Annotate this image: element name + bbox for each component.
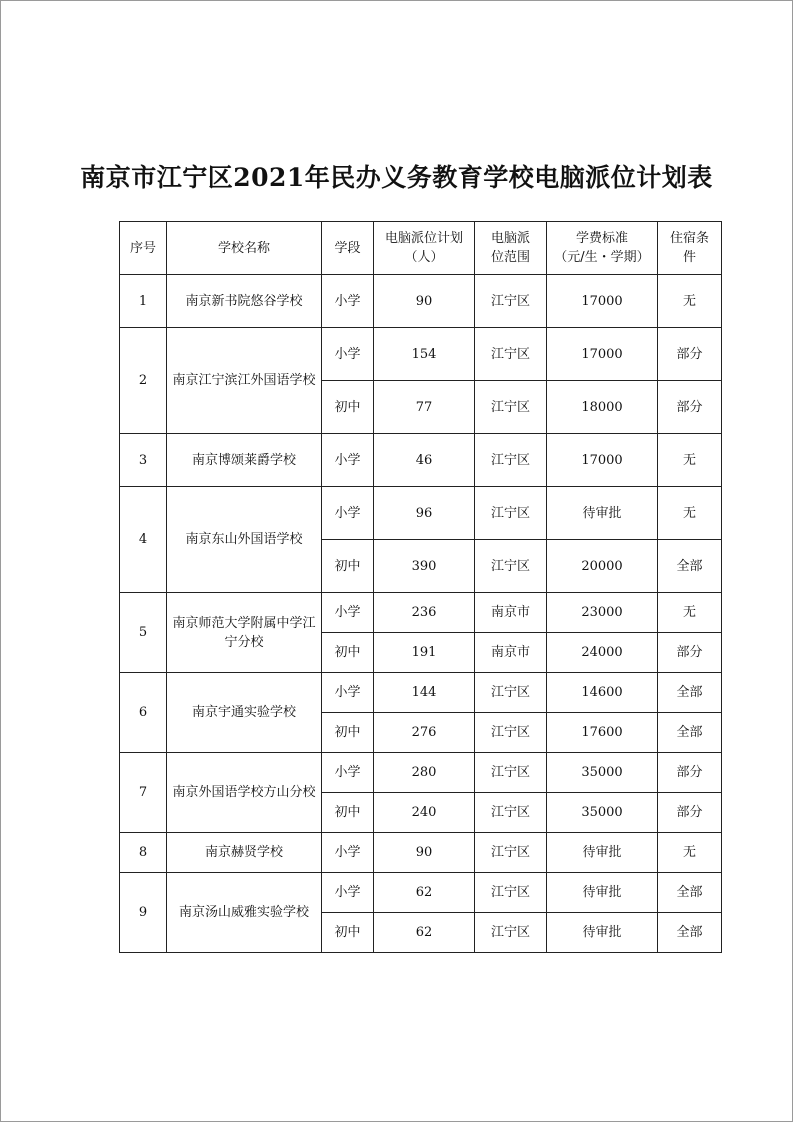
cell-no: 5 [120, 593, 167, 673]
cell-dorm: 无 [658, 275, 722, 328]
cell-plan: 90 [374, 275, 475, 328]
cell-stage: 小学 [322, 487, 374, 540]
cell-no: 4 [120, 487, 167, 593]
cell-plan: 191 [374, 633, 475, 673]
cell-dorm: 无 [658, 434, 722, 487]
cell-range: 南京市 [475, 593, 547, 633]
cell-plan: 46 [374, 434, 475, 487]
cell-fee: 17000 [547, 434, 658, 487]
table-row [120, 753, 722, 793]
header-fee [547, 222, 658, 275]
cell-range: 江宁区 [475, 673, 547, 713]
cell-range: 江宁区 [475, 753, 547, 793]
cell-range: 江宁区 [475, 913, 547, 953]
cell-school: 南京赫贤学校 [167, 833, 322, 873]
cell-plan: 390 [374, 540, 475, 593]
header-plan-line2: （人） [404, 250, 444, 265]
header-range-line1: 电脑派 [490, 231, 530, 246]
cell-fee: 待审批 [547, 833, 658, 873]
table-row [120, 593, 722, 633]
header-school: 学校名称 [167, 222, 322, 275]
cell-stage: 小学 [322, 673, 374, 713]
cell-no: 9 [120, 873, 167, 953]
header-fee-line2: （元/生・学期） [554, 250, 650, 265]
cell-dorm: 部分 [658, 381, 722, 434]
cell-plan: 96 [374, 487, 475, 540]
cell-range: 江宁区 [475, 873, 547, 913]
cell-range: 南京市 [475, 633, 547, 673]
cell-stage: 小学 [322, 434, 374, 487]
header-stage: 学段 [322, 222, 374, 275]
cell-stage: 小学 [322, 328, 374, 381]
cell-dorm: 无 [658, 833, 722, 873]
cell-dorm: 全部 [658, 540, 722, 593]
cell-dorm: 全部 [658, 873, 722, 913]
table-row [120, 673, 722, 713]
cell-dorm: 无 [658, 593, 722, 633]
cell-plan: 236 [374, 593, 475, 633]
cell-range: 江宁区 [475, 713, 547, 753]
cell-stage: 初中 [322, 793, 374, 833]
plan-table [119, 221, 722, 953]
header-no: 序号 [120, 222, 167, 275]
cell-plan: 62 [374, 913, 475, 953]
cell-range: 江宁区 [475, 434, 547, 487]
cell-plan: 90 [374, 833, 475, 873]
cell-range: 江宁区 [475, 381, 547, 434]
cell-stage: 初中 [322, 381, 374, 434]
cell-fee: 待审批 [547, 487, 658, 540]
cell-fee: 17000 [547, 328, 658, 381]
cell-stage: 小学 [322, 873, 374, 913]
table-row [120, 487, 722, 540]
cell-fee: 17000 [547, 275, 658, 328]
header-plan-line1: 电脑派位计划 [384, 231, 463, 246]
cell-fee: 35000 [547, 793, 658, 833]
cell-stage: 小学 [322, 753, 374, 793]
cell-plan: 240 [374, 793, 475, 833]
cell-range: 江宁区 [475, 833, 547, 873]
header-dorm-line1: 住宿条 [669, 231, 709, 246]
cell-school: 南京博颂莱爵学校 [167, 434, 322, 487]
cell-plan: 276 [374, 713, 475, 753]
cell-stage: 初中 [322, 913, 374, 953]
cell-fee: 24000 [547, 633, 658, 673]
cell-school: 南京宇通实验学校 [167, 673, 322, 753]
table-row [120, 275, 722, 328]
cell-stage: 初中 [322, 713, 374, 753]
cell-stage: 小学 [322, 275, 374, 328]
cell-no: 2 [120, 328, 167, 434]
cell-no: 6 [120, 673, 167, 753]
cell-dorm: 部分 [658, 793, 722, 833]
cell-school: 南京汤山威雅实验学校 [167, 873, 322, 953]
cell-stage: 初中 [322, 540, 374, 593]
header-plan [374, 222, 475, 275]
cell-dorm: 全部 [658, 913, 722, 953]
cell-range: 江宁区 [475, 793, 547, 833]
header-dorm [658, 222, 722, 275]
cell-dorm: 无 [658, 487, 722, 540]
cell-range: 江宁区 [475, 328, 547, 381]
cell-school: 南京新书院悠谷学校 [167, 275, 322, 328]
cell-school: 南京外国语学校方山分校 [167, 753, 322, 833]
cell-dorm: 部分 [658, 328, 722, 381]
cell-fee: 35000 [547, 753, 658, 793]
cell-fee: 23000 [547, 593, 658, 633]
cell-stage: 小学 [322, 593, 374, 633]
cell-dorm: 全部 [658, 673, 722, 713]
header-range [475, 222, 547, 275]
cell-range: 江宁区 [475, 275, 547, 328]
cell-fee: 20000 [547, 540, 658, 593]
cell-fee: 18000 [547, 381, 658, 434]
cell-plan: 62 [374, 873, 475, 913]
cell-plan: 154 [374, 328, 475, 381]
cell-no: 8 [120, 833, 167, 873]
cell-no: 1 [120, 275, 167, 328]
cell-range: 江宁区 [475, 540, 547, 593]
cell-stage: 小学 [322, 833, 374, 873]
cell-stage: 初中 [322, 633, 374, 673]
table-row [120, 328, 722, 381]
cell-plan: 144 [374, 673, 475, 713]
cell-no: 3 [120, 434, 167, 487]
cell-dorm: 部分 [658, 753, 722, 793]
cell-dorm: 部分 [658, 633, 722, 673]
table-row [120, 434, 722, 487]
header-fee-line1: 学费标准 [575, 231, 628, 246]
document-title: 南京市江宁区2021年民办义务教育学校电脑派位计划表 [80, 163, 713, 192]
cell-range: 江宁区 [475, 487, 547, 540]
cell-school: 南京江宁滨江外国语学校 [167, 328, 322, 434]
cell-fee: 待审批 [547, 913, 658, 953]
cell-plan: 280 [374, 753, 475, 793]
cell-dorm: 全部 [658, 713, 722, 753]
cell-school: 南京东山外国语学校 [167, 487, 322, 593]
header-row [120, 222, 722, 275]
table-row [120, 833, 722, 873]
header-dorm-line2: 件 [682, 250, 696, 265]
cell-fee: 14600 [547, 673, 658, 713]
table-row [120, 873, 722, 913]
cell-no: 7 [120, 753, 167, 833]
cell-fee: 待审批 [547, 873, 658, 913]
header-range-line2: 位范围 [490, 250, 530, 265]
cell-fee: 17600 [547, 713, 658, 753]
cell-school: 南京师范大学附属中学江宁分校 [167, 593, 322, 673]
cell-plan: 77 [374, 381, 475, 434]
